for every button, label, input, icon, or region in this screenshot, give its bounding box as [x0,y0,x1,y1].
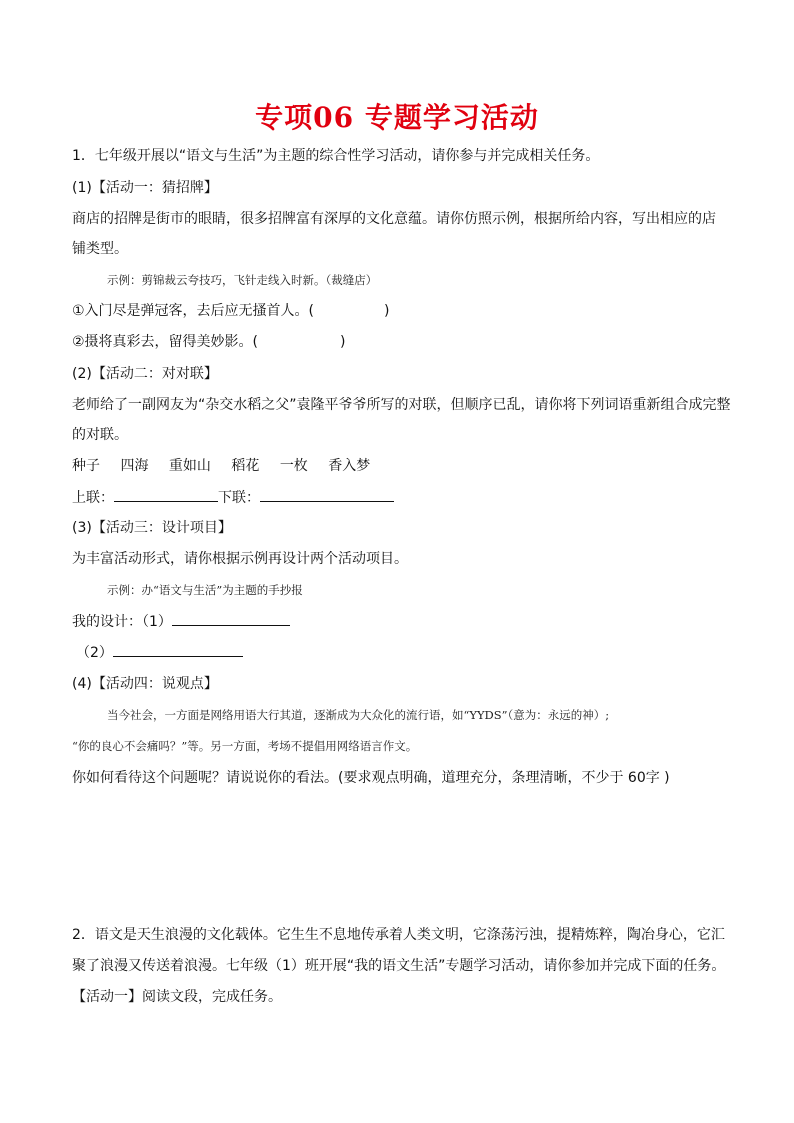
q1-act3-example: 示例：办“语文与生活”为主题的手抄报 [107,583,303,597]
q1-act3-design1 [72,611,290,632]
q1-act4-prompt: 你如何看待这个问题呢？请说说你的看法。(要求观点明确，道理充分，条理清晰，不少于 60字 ) [72,770,670,786]
q1-act2-couplet-line [72,487,394,508]
design-label: 我的设计：（1） [72,614,172,630]
q1-act1-para-line2: 铺类型。 [72,241,128,257]
q1-act2-word-list [72,456,386,476]
q1-act1-para-line1: 商店的招牌是街市的眼睛，很多招牌富有深厚的文化意蕴。请你仿照示例，根据所给内容，写出相应的店 [72,211,716,227]
q1-act3-design2 [76,642,243,663]
q1-act1-item1-close: ) [384,303,390,319]
q1-stem: 1．七年级开展以“语文与生活”为主题的综合性学习活动，请你参与并完成相关任务。 [72,148,600,164]
q2-stem-line1: 2．语文是天生浪漫的文化载体。它生生不息地传承着人类文明，它涤荡污浊，提精炼粹，陶冶身心，它汇 [72,927,725,943]
q1-act2-para-line1: 老师给了一副网友为“杂交水稻之父”袁隆平爷爷所写的对联，但顺序已乱，请你将下列词语重新组合成完整 [72,397,731,413]
q1-act4-quote-line2: “你的良心不会痛吗？”等。另一方面，考场不提倡用网络语言作文。 [72,739,418,753]
word-item: 一枚 [279,458,308,474]
essay-answer-area[interactable] [72,800,722,910]
design-2-label: （2） [76,645,113,661]
q1-act1-item2-close: ) [340,334,346,350]
lower-label: 下联： [218,490,260,506]
q2-stem-line2: 聚了浪漫又传送着浪漫。七年级（1）班开展“我的语文生活”专题学习活动，请你参加并完成下面的任务。 [72,958,726,974]
q1-act4-heading: (4)【活动四：说观点】 [72,676,218,692]
q1-act1-example: 示例：剪锦裁云夸技巧，飞针走线入时新。（裁缝店） [107,273,378,287]
q1-act3-heading: (3)【活动三：设计项目】 [72,520,232,536]
q1-act1-item1-text: ①入门尽是弹冠客，去后应无搔首人。( [72,303,315,319]
upper-couplet-blank[interactable] [114,487,218,502]
word-item: 种子 [72,458,100,474]
q1-act1-item1 [72,301,389,321]
q1-act3-para: 为丰富活动形式，请你根据示例再设计两个活动项目。 [72,551,408,567]
word-item: 稻花 [231,458,260,474]
design-blank-1[interactable] [172,611,290,626]
word-item: 香入梦 [328,458,371,474]
q1-act1-item2-text: ②摄将真彩去，留得美妙影。( [72,334,259,350]
upper-label: 上联： [72,490,114,506]
page-title: 专项06 专题学习活动 [255,101,539,134]
design-blank-2[interactable] [113,642,243,657]
q1-act4-quote-line1: 当今社会，一方面是网络用语大行其道，逐渐成为大众化的流行语，如“YYDS”（意为：永远的神）; [107,708,610,722]
q1-act1-heading: (1)【活动一：猜招牌】 [72,180,218,196]
q1-act1-item2 [72,332,345,352]
lower-couplet-blank[interactable] [260,487,394,502]
q2-act1-heading: 【活动一】阅读文段，完成任务。 [72,989,282,1005]
q1-act2-heading: (2)【活动二：对对联】 [72,366,218,382]
word-item: 重如山 [168,458,211,474]
word-item: 四海 [120,458,149,474]
q1-act2-para-line2: 的对联。 [72,427,128,443]
